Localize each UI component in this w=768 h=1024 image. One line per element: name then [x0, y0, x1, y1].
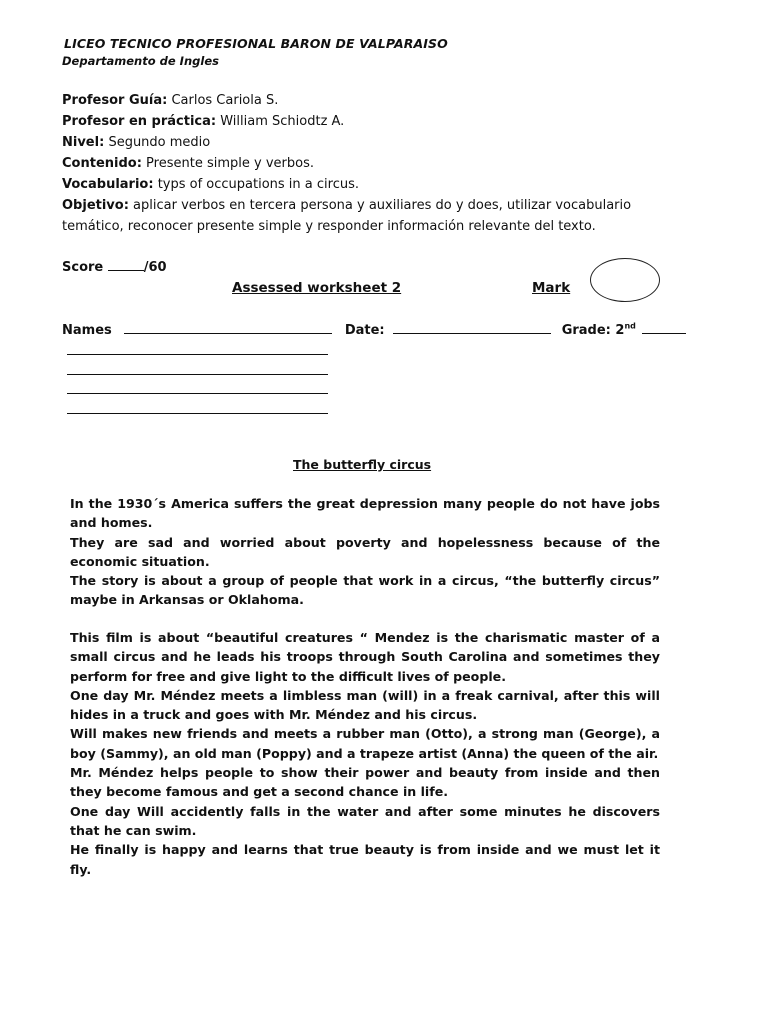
info-value: aplicar verbos en tercera persona y auxiliares do y does, utilizar vocabulario temático, reconocer presente simple y responder información relevante del texto.: [62, 198, 632, 234]
name-blank-line[interactable]: [67, 413, 328, 414]
info-label: Contenido:: [62, 156, 142, 171]
info-row-profesor-practica: [62, 111, 662, 132]
date-blank[interactable]: [393, 321, 551, 334]
names-blank[interactable]: [124, 321, 332, 334]
story-paragraph: [70, 494, 660, 610]
story-paragraph: [70, 628, 660, 879]
story-sentence: He finally is happy and learns that true beauty is from inside and we must let it fly.: [70, 842, 660, 877]
score-blank[interactable]: [108, 258, 144, 271]
info-label: Nivel:: [62, 135, 105, 150]
department-name: Departamento de Ingles: [62, 54, 219, 68]
info-label: Profesor Guía:: [62, 93, 168, 108]
info-row-contenido: [62, 153, 662, 174]
names-label: Names: [62, 323, 112, 338]
grade-label: Grade:: [561, 323, 611, 338]
name-blank-line[interactable]: [67, 374, 328, 375]
mark-oval[interactable]: [590, 258, 660, 302]
info-row-nivel: [62, 132, 662, 153]
story-sentence: The story is about a group of people that work in a circus, “the butterfly circus” maybe in Arkansas or Oklahoma.: [70, 573, 660, 608]
info-label: Vocabulario:: [62, 177, 154, 192]
info-value: typs of occupations in a circus.: [157, 177, 360, 192]
info-label: Profesor en práctica:: [62, 114, 217, 129]
worksheet-title: Assessed worksheet 2: [232, 280, 402, 296]
course-info: [62, 90, 662, 237]
grade-suffix: nd: [624, 321, 636, 331]
name-blank-line[interactable]: [67, 393, 328, 394]
story-sentence: One day Mr. Méndez meets a limbless man (will) in a freak carnival, after this will hides in a truck and goes with Mr. Méndez and his circus.: [70, 687, 660, 723]
info-row-vocabulario: [62, 174, 662, 195]
grade-value: 2: [615, 323, 625, 338]
story-title: The butterfly circus: [293, 457, 432, 472]
score-total: /60: [143, 260, 167, 275]
score-label: Score: [62, 260, 104, 275]
school-name: LICEO TECNICO PROFESIONAL BARON DE VALPARAISO: [64, 36, 448, 51]
date-label: Date:: [344, 323, 385, 338]
story-sentence: One day Will accidently falls in the water and after some minutes he discovers that he can swim.: [70, 803, 660, 838]
info-value: Presente simple y verbos.: [146, 156, 314, 171]
names-date-grade-row: [62, 321, 686, 338]
mark-label: Mark: [532, 280, 571, 296]
name-blank-line[interactable]: [67, 354, 328, 355]
grade-blank[interactable]: [642, 321, 686, 334]
story-sentence: In the 1930´s America suffers the great depression many people do not have jobs and homes.: [70, 496, 660, 531]
story-sentence: This film is about “beautiful creatures “ Mendez is the charismatic master of a small circus and he leads his troops through South Carolina and sometimes they perform for free and give light to the difficult lives of people.: [70, 630, 660, 684]
info-value: Segundo medio: [108, 135, 211, 150]
story-sentence: Mr. Méndez helps people to show their power and beauty from inside and then they become famous and get a second chance in life.: [70, 765, 660, 800]
info-value: Carlos Cariola S.: [171, 93, 279, 108]
info-row-objetivo: [62, 195, 662, 237]
story-sentence: Will makes new friends and meets a rubber man (Otto), a strong man (George), a boy (Sammy), an old man (Poppy) and a trapeze artist (Anna) the queen of the air.: [70, 726, 660, 761]
info-value: William Schiodtz A.: [220, 114, 345, 129]
info-row-profesor-guia: [62, 90, 662, 111]
story-sentence: They are sad and worried about poverty and hopelessness because of the economic situation.: [70, 534, 660, 569]
score-line: [62, 258, 167, 275]
info-label: Objetivo:: [62, 198, 129, 213]
